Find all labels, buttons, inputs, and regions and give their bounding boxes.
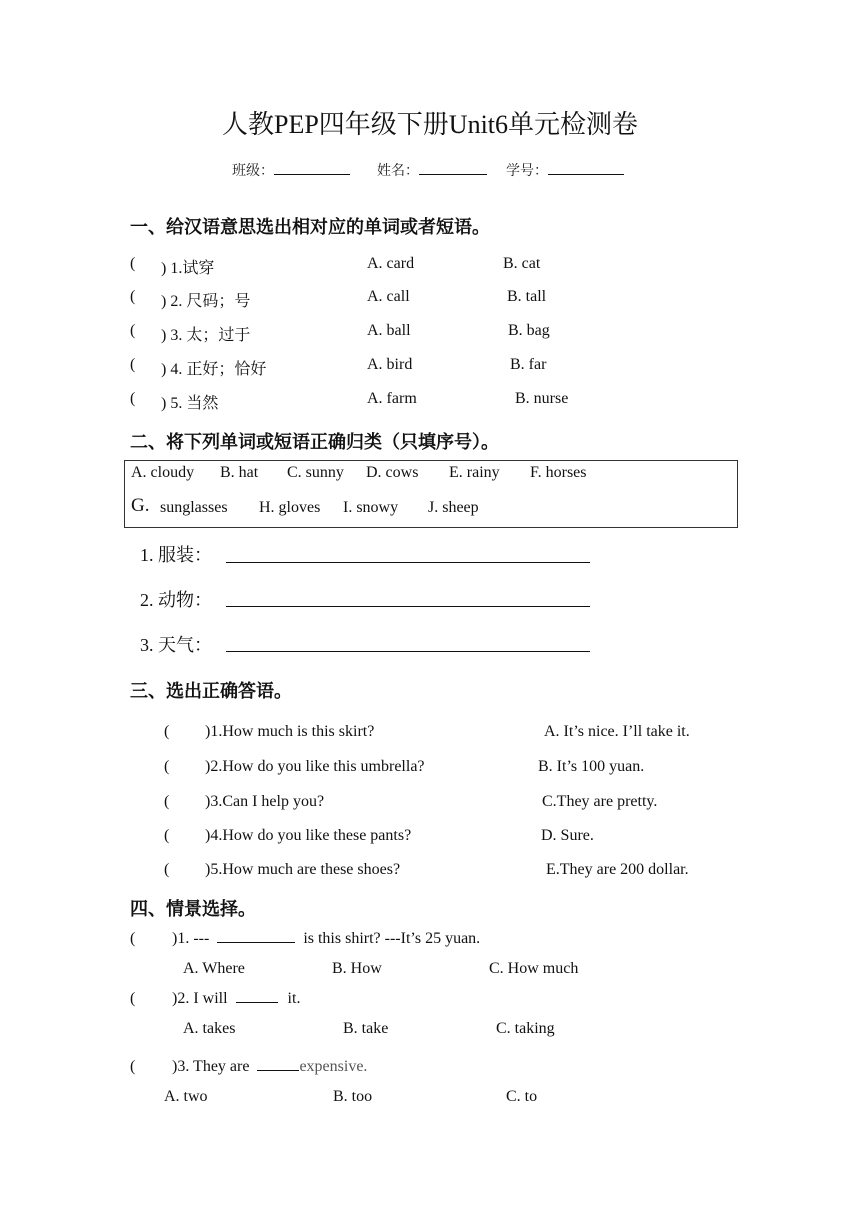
question-text: )3.Can I help you? — [205, 793, 325, 810]
question-text — [172, 990, 300, 1008]
question-text: ) 5. 当然 — [161, 395, 219, 412]
class-label: 班级： — [232, 164, 274, 179]
option-a: A. ball — [367, 322, 411, 339]
word-bank-letter: G. — [131, 495, 150, 516]
fill-blank[interactable] — [257, 1070, 299, 1071]
answer-paren[interactable]: ( — [130, 390, 136, 407]
class-blank[interactable] — [274, 174, 350, 175]
question-text — [172, 1058, 367, 1076]
answer-paren[interactable]: ( — [130, 255, 136, 272]
section4-heading: 四、情景选择。 — [130, 899, 256, 920]
word-bank-item: sunglasses — [160, 499, 228, 516]
word-bank-item: C. sunny — [287, 464, 344, 481]
question-text — [172, 930, 480, 948]
question-text: ) 1.试穿 — [161, 260, 215, 277]
option-b: B. far — [510, 356, 547, 373]
fill-blank[interactable] — [217, 942, 295, 943]
answer-paren[interactable]: ( — [164, 723, 170, 740]
answer-paren[interactable]: ( — [130, 356, 136, 373]
option-b: B. nurse — [515, 390, 569, 407]
page-title: 人教PEP四年级下册Unit6单元检测卷 — [221, 110, 639, 139]
question-suffix: it. — [287, 990, 301, 1007]
section1-heading: 一、给汉语意思选出相对应的单词或者短语。 — [130, 217, 490, 238]
question-prefix: )3. They are — [172, 1058, 250, 1075]
word-bank-item: A. cloudy — [131, 464, 195, 481]
category-animals-label: 2. 动物： — [140, 590, 212, 610]
question-text: ) 4. 正好；恰好 — [161, 361, 267, 378]
word-bank-box — [124, 460, 738, 528]
category-weather-label: 3. 天气： — [140, 635, 212, 655]
question-text: ) 2. 尺码；号 — [161, 293, 251, 310]
answer-option: B. It’s 100 yuan. — [538, 758, 645, 775]
id-label: 学号： — [506, 164, 548, 179]
question-text: )1.How much is this skirt? — [205, 723, 375, 740]
option-b: B. take — [343, 1020, 389, 1037]
word-bank-item: I. snowy — [343, 499, 399, 516]
option-a: A. two — [164, 1088, 208, 1105]
question-text: )2.How do you like this umbrella? — [205, 758, 425, 775]
category-clothing-blank[interactable] — [226, 562, 590, 563]
answer-paren[interactable]: ( — [164, 827, 170, 844]
answer-paren[interactable]: ( — [130, 990, 136, 1007]
word-bank-item: F. horses — [530, 464, 587, 481]
category-animals-blank[interactable] — [226, 606, 590, 607]
question-text: )4.How do you like these pants? — [205, 827, 412, 844]
answer-option: C.They are pretty. — [542, 793, 658, 810]
question-prefix: )2. I will — [172, 990, 228, 1007]
option-a: A. Where — [183, 960, 245, 977]
class-field[interactable] — [232, 160, 350, 180]
option-a: A. farm — [367, 390, 417, 407]
answer-option: D. Sure. — [541, 827, 594, 844]
option-c: C. to — [506, 1088, 538, 1105]
id-blank[interactable] — [548, 174, 624, 175]
section3-heading: 三、选出正确答语。 — [130, 681, 292, 702]
option-a: A. card — [367, 255, 415, 272]
option-b: B. How — [332, 960, 382, 977]
category-weather-blank[interactable] — [226, 651, 590, 652]
option-b: B. cat — [503, 255, 541, 272]
answer-paren[interactable]: ( — [130, 322, 136, 339]
name-field[interactable] — [377, 160, 487, 180]
question-text: )5.How much are these shoes? — [205, 861, 401, 878]
answer-paren[interactable]: ( — [130, 1058, 136, 1075]
answer-paren[interactable]: ( — [164, 758, 170, 775]
answer-paren[interactable]: ( — [164, 793, 170, 810]
word-bank-item: D. cows — [366, 464, 419, 481]
question-suffix: is this shirt? ---It’s 25 yuan. — [303, 930, 481, 947]
word-bank-item: J. sheep — [428, 499, 479, 516]
id-field[interactable] — [506, 160, 624, 180]
name-label: 姓名： — [377, 164, 419, 179]
option-b: B. tall — [507, 288, 547, 305]
option-a: A. bird — [367, 356, 413, 373]
fill-blank[interactable] — [236, 1002, 278, 1003]
name-blank[interactable] — [419, 174, 487, 175]
word-bank-item: H. gloves — [259, 499, 321, 516]
answer-paren[interactable]: ( — [164, 861, 170, 878]
word-bank-item: B. hat — [220, 464, 259, 481]
question-suffix: expensive. — [299, 1058, 368, 1075]
option-c: C. How much — [489, 960, 579, 977]
section2-heading: 二、将下列单词或短语正确归类（只填序号）。 — [130, 432, 499, 453]
answer-option: A. It’s nice. I’ll take it. — [544, 723, 690, 740]
option-b: B. too — [333, 1088, 373, 1105]
answer-paren[interactable]: ( — [130, 288, 136, 305]
answer-paren[interactable]: ( — [130, 930, 136, 947]
answer-option: E.They are 200 dollar. — [546, 861, 689, 878]
option-a: A. call — [367, 288, 410, 305]
option-b: B. bag — [508, 322, 550, 339]
category-clothing-label: 1. 服装： — [140, 545, 212, 565]
option-c: C. taking — [496, 1020, 555, 1037]
question-text: ) 3. 太；过于 — [161, 327, 251, 344]
word-bank-item: E. rainy — [449, 464, 500, 481]
option-a: A. takes — [183, 1020, 236, 1037]
question-prefix: )1. --- — [172, 930, 210, 947]
